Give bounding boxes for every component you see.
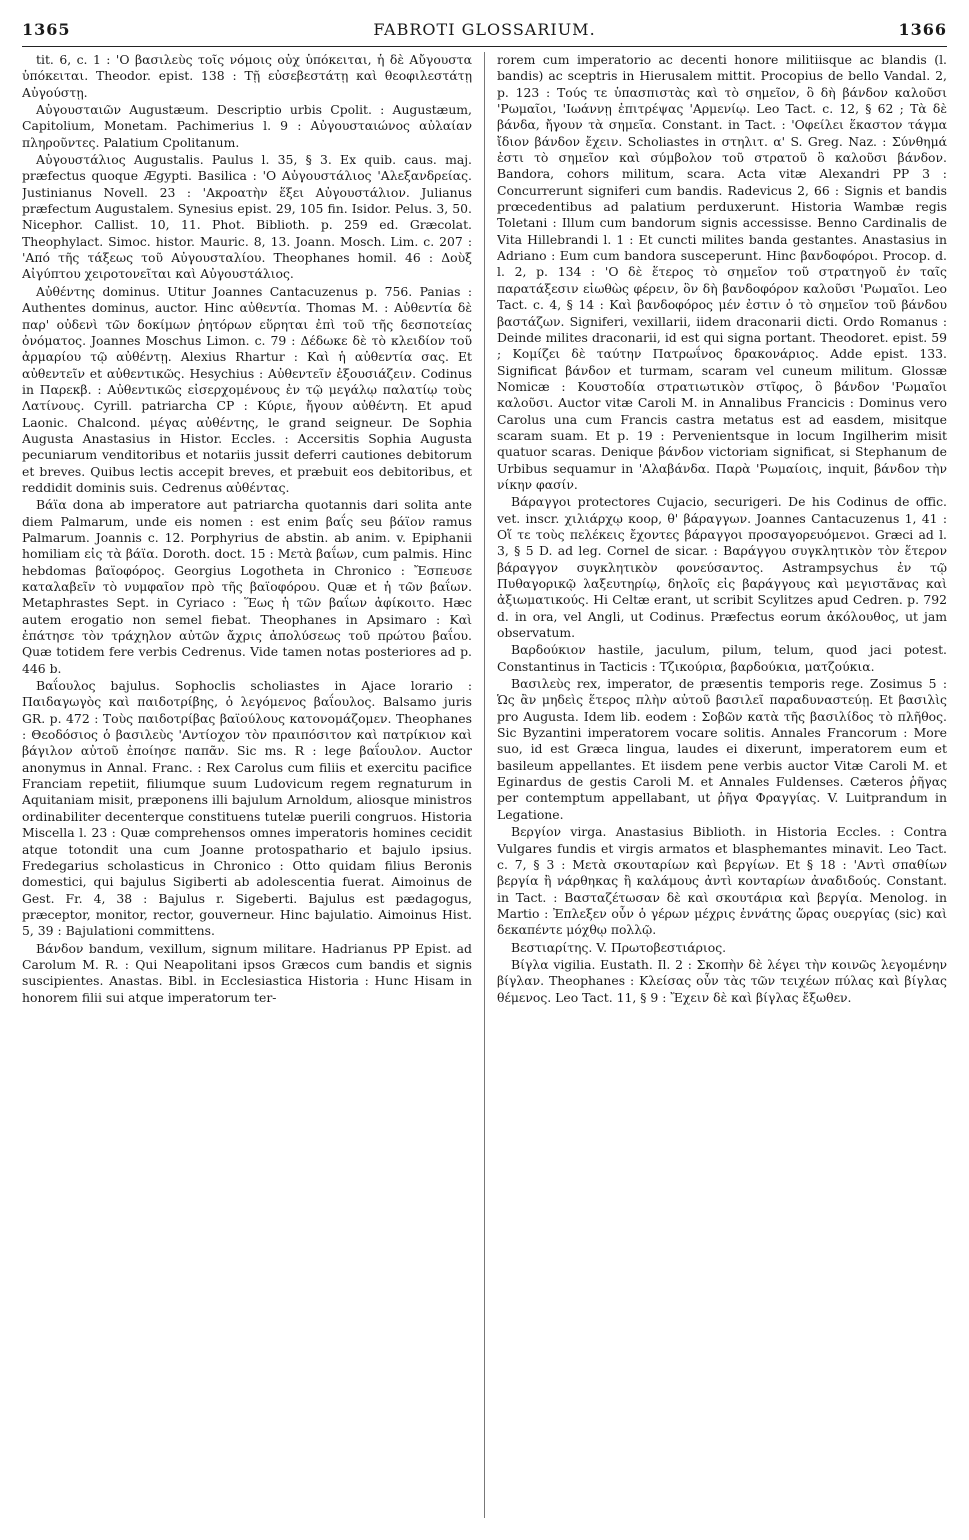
glossary-entry: Αὐγουστάλιος Augustalis. Paulus l. 35, § 3. Ex quib. caus. maj. præfectus quoque Ægypti. Basilica : 'Ο Αὐγουστάλιος 'Αλεξανδρείας. Justinianus Novell. 23 : 'Ακροατὴν ἕξει Αὐγουστάλιον. Julianus præfectum Augustalem. Synesius epist. 29, 105 fin. Isidor. Pelus. 3, 50. Nicephor. Callist. 10, 11. Phot. Biblioth. p. 259 ed. Græcolat. Theophylact. Simoc. histor. Mauric. 8, 13. Joann. Mosch. Lim. c. 207 : 'Από τῆς τάξεως τοῦ Αὐγουσταλίου. Theophanes homil. 46 : Δοὺξ Αἰγύπτου χειροτονεῖται καὶ Αὐγουστάλιος.: [22, 152, 472, 282]
glossary-entry: rorem cum imperatorio ac decenti honore militiisque ac blandis (l. bandis) ac sceptris in Hierusalem mittit. Procopius de bello Vandal. 2, p. 123 : Τούς τε ὑπασπιστὰς καὶ τὸ σημεῖον, ὃ δὴ βάνδον καλοῦσι 'Ρωμαῖοι, 'Ιωάννῃ ἐπιτρέψας 'Αρμενίῳ. Leo Tact. c. 12, § 62 ; Τὰ δὲ βάνδα, ἤγουν τὰ σημεῖα. Constant. in Tact. : 'Οφείλει ἕκαστον τάγμα ἴδιον βάνδον ἔχειν. Scholiastes in στηλιτ. α' S. Greg. Naz. : Σύνθημά ἐστι τὸ σημεῖον καὶ σύμβολον τοῦ στρατοῦ ὃ καλοῦσι βάνδον. Bandora, cohors militum, scara. Acta vitæ Alexandri PP 3 : Concurrerunt signiferi cum bandis. Radevicus 2, 66 : Signis et bandis prœcedentibus ad palatium perduxerunt. Historia Wambæ regis Toletani : Illum cum bandorum signis accessisse. Benno Cardinalis de Vita Hillebrandi l. 1 : Et cuncti milites banda gestantes. Anastasius in Adriano : Eum cum bandora susceperunt. Hinc βανδοφόροι. Procop. d. l. 2, p. 134 : 'Ο δὲ ἕτερος τὸ σημεῖον τοῦ στρατηγοῦ ἐν ταῖς παρατάξεσιν εἰωθὼς φέρειν, ὃν δὴ βανδοφόρον καλοῦσι 'Ρωμαῖοι. Leo Tact. c. 4, § 14 : Καὶ βανδοφόρος μέν ἐστιν ὁ τὸ σημεῖον τοῦ βάνδου βαστάζων. Signiferi, vexillarii, iidem draconarii dicti. Ordo Romanus : Deinde milites draconarii, id est qui signa portant. Theodoret. epist. 59 ; Κομίζει δὲ ταύτην Πατρωΐνος δρακονάριος. Adde epist. 133. Significat βάνδον et turmam, scaram vel cuneum militum. Glossæ Nomicæ : Κουστοδία στρατιωτικὸν στῖφος, ὃ βάνδον 'Ρωμαῖοι καλοῦσι. Auctor vitæ Caroli M. in Annalibus Francicis : Dominus vero Carolus una cum Francis castra metatus est ad easdem, misitque scaram suam. Et p. 19 : Pervenientsque in locum Ingilherim misit quatuor scaras. Denique βάνδον victoriam significat, si Stephanum de Urbibus sequamur in 'Αλαβάνδα. Παρὰ 'Ρωμαίοις, inquit, βάνδον τὴν νίκην φασίν.: [497, 52, 947, 492]
page-number-left: 1365: [22, 20, 71, 39]
running-title: FABROTI GLOSSARIUM.: [373, 20, 596, 39]
glossary-entry: Βίγλα vigilia. Eustath. Il. 2 : Σκοπὴν δὲ λέγει τὴν κοινῶς λεγομένην βίγλαν. Theophanes : Κλείσας οὖν τὰς τῶν τειχέων πύλας καὶ βίγλας θέμενος. Leo Tact. 11, § 9 : Ἔχειν δὲ καὶ βίγλας ἔξωθεν.: [497, 956, 947, 1005]
left-column: [22, 52, 472, 1522]
glossary-entry: Βεργίον virga. Anastasius Biblioth. in Historia Eccles. : Contra Vulgares fundis et virgis armatos et blasphemantes minavit. Leo Tact. c. 7, § 3 : Μετὰ σκουταρίων καὶ βεργίων. Et § 18 : 'Αντὶ σπαθίων βεργία ἢ νάρθηκας ἢ καλάμους ἀντὶ κονταρίων ἀναδιδούς. Constant. in Tact. : Βασταζέτωσαν δὲ καὶ σκουτάρια καὶ βεργία. Menolog. in Martio : Ἐπλεξεν οὖν ὁ γέρων μέχρις ἐννάτης ὥρας ουεργίας (sic) καὶ δεκαπέντε μόχθῳ πολλῷ.: [497, 824, 947, 938]
running-head: [22, 14, 947, 47]
glossary-entry: Βάνδον bandum, vexillum, signum militare. Hadrianus PP Epist. ad Carolum M. R. : Qui Neapolitani ipsos Græcos cum bandis et signis suscipientes. Anastas. Bibl. in Ecclesiastica Historia : Hunc Hisam in honorem filii sui atque imperatorum ter-: [22, 940, 472, 1005]
column-divider: [484, 52, 485, 1518]
page-number-right: 1366: [898, 20, 947, 39]
dictionary-page: [22, 14, 947, 1526]
glossary-entry: Βάραγγοι protectores Cujacio, securigeri. De his Codinus de offic. vet. inscr. χιλιάρχῳ κοορ, θ' βάραγγων. Joannes Cantacuzenus 1, 41 : Οἵ τε τοὺς πελέκεις ἔχοντες βάραγγοι προσαγορευόμενοι. Græci ad l. 3, § 5 D. ad leg. Cornel de sicar. : Βαράγγου συγκλητικὸν τὸν ἕτερον βάραγγον συγκλητικὸν φονεύσαντος. Astrampsychus ἐν τῷ Πυθαγορικῷ λαξευτηρίῳ, δηλοῖς εἰς βαράγγους καὶ μεγιστᾶνας καὶ ἀξιωματικούς. Hi Celtæ erant, ut scribit Scylitzes apud Cedren. p. 792 d. in ora, vel Angli, ut Codinus. Præfectus eorum ἀκόλουθος, ut jam observatum.: [497, 494, 947, 641]
glossary-entry: Βαΐουλος bajulus. Sophoclis scholiastes in Ajace lorario : Παιδαγωγὸς καὶ παιδοτρίβης, ὁ λεγόμενος βαΐουλος. Balsamo juris GR. p. 472 : Τοὺς παιδοτρίβας βαϊούλους κατονομάζομεν. Theophanes : Θεοδόσιος ὁ βασιλεὺς 'Αντίοχον τὸν πραιπόσιτον καὶ πατρίκιον καὶ βάγιλον αὐτοῦ ἐποίησε παπᾶν. Sic ms. R : lege βαΐουλον. Auctor anonymus in Annal. Franc. : Rex Carolus cum filiis et exercitu pacifice Franciam repetiit, filiumque suum Ludovicum regem regnaturum in Aquitaniam misit, præponens illi bajulum Arnoldum, aliosque ministros ordinabiliter decenterque constituens tutelæ puerili congruos. Historia Miscella l. 23 : Quæ comprehensos omnes imperatoris homines cecidit atque totondit una cum Joanne protospathario et bajulo ipsius. Fredegarius scholasticus in Chronico : Otto quidam filius Beronis domestici, qui bajulus Sigiberti ab adolescentia fuerat. Aimoinus de Gest. Fr. 4, 38 : Bajulus r. Sigeberti. Bajulus est pædagogus, præceptor, monitor, rector, gouverneur. Hinc bajulatio. Aimoinus Hist. 5, 39 : Bajulationi committens.: [22, 678, 472, 939]
right-column: [497, 52, 947, 1522]
glossary-entry: Αὐθέντης dominus. Utitur Joannes Cantacuzenus p. 756. Panias : Authentes dominus, auctor. Hinc αὐθεντία. Thomas M. : Αὐθεντία δὲ παρ' οὐδενὶ τῶν δοκίμων ῥητόρων εὕρηται ἐπὶ τοῦ τῆς δεσποτείας ὀνόματος. Joannes Moschus Limon. c. 79 : Δέδωκε δὲ τὸ κλειδίον τοῦ ἀρμαρίου τῷ αὐθέντῃ. Alexius Rhartur : Καὶ ἡ αὐθεντία σας. Et αὐθεντεῖν et αὐθεντικῶς. Hesychius : Αὐθεντεῖν ἐξουσιάζειν. Codinus in Παρεκβ. : Αὐθεντικῶς εἰσερχομένους ἐν τῷ μεγάλῳ παλατίῳ τοὺς Λατίνους. Cyrill. patriarcha CP : Κύριε, ἤγουν αὐθέντη. Et apud Laonic. Chalcond. μέγας αὐθέντης, le grand seigneur. De Sophia Augusta Anastasius in Histor. Eccles. : Accersitis Sophia Augusta pecuniarum venditoribus et notariis jussit deferri cautiones debitorum et breves. Quibus lectis accepit breves, et præbuit eos debitoribus, et reddidit dominis suis. Cedrenus αὐθέντας.: [22, 283, 472, 495]
glossary-entry: tit. 6, c. 1 : 'Ο βασιλεὺς τοῖς νόμοις οὐχ ὑπόκειται, ἡ δὲ Αὔγουστα ὑπόκειται. Theodor. epist. 138 : Τῇ εὐσεβεστάτῃ καὶ θεοφιλεστάτῃ Αὐγούστῃ.: [22, 52, 472, 100]
glossary-entry: Αὐγουσταιῶν Augustæum. Descriptio urbis Cpolit. : Augustæum, Capitolium, Monetam. Pachimerius l. 9 : Αὐγουσταιώνος αὐλαίαν πληροῦντες. Palatium Cpolitanum.: [22, 102, 472, 150]
glossary-entry: Βεστιαρίτης. V. Πρωτοβεστιάριος.: [511, 939, 727, 955]
glossary-entry: Βαρδούκιον hastile, jaculum, pilum, telum, quod jaci potest. Constantinus in Tacticis : Τζικούρια, βαρδούκια, ματζούκια.: [497, 642, 947, 674]
two-column-body: [22, 52, 947, 1522]
glossary-entry: Βάϊα dona ab imperatore aut patriarcha quotannis dari solita ante diem Palmarum, unde eis nomen : est enim βαΐς seu βάϊον ramus Palmarum. Joannis c. 12. Porphyrius de abstin. ab anim. v. Epiphanii homiliam εἰς τὰ βάϊα. Doroth. doct. 15 : Μετὰ βαΐων, cum palmis. Hinc hebdomas βαϊοφόρος. Georgius Logotheta in Chronico : Ἔσπευσε καταλαβεῖν τὸ νυμφαῖον πρὸ τῆς βαϊοφόρου. Quæ et ἡ τῶν βαΐων. Metaphrastes Sept. in Cyriaco : Ἕως ἡ τῶν βαΐων ἀφίκοιτο. Hæc autem erogatio non semel fiebat. Theophanes in Apsimaro : Καὶ ἐπάτησε τὸν τράχηλον αὐτῶν ἄχρις ἀπολύσεως τοῦ πρώτου βαΐου. Quæ totidem fere verbis Cedrenus. Vide tamen notas posteriores ad p. 446 b.: [22, 497, 472, 676]
glossary-entry: Βασιλεὺς rex, imperator, de præsentis temporis rege. Zosimus 5 : Ὡς ἂν μηδεὶς ἕτερος πλὴν αὐτοῦ βασιλεῖ παραδυναστεύῃ. Et βασιλὶς pro Augusta. Idem lib. eodem : Σοβῶν κατὰ τῆς βασιλίδος τὸ πλῆθος. Sic Byzantini imperatorem vocare solitis. Annales Francorum : More suo, id est Græca lingua, laudes ei dixerunt, imperatorem eum et basileum appellantes. Et iisdem pene verbis auctor Vitæ Caroli M. et Eginardus de gestis Caroli M. et Annales Fuldenses. Cæteros ῥῆγας per contemptum appellabant, ut ῥῆγα Φραγγίας. V. Luitprandum in Legatione.: [497, 676, 947, 822]
